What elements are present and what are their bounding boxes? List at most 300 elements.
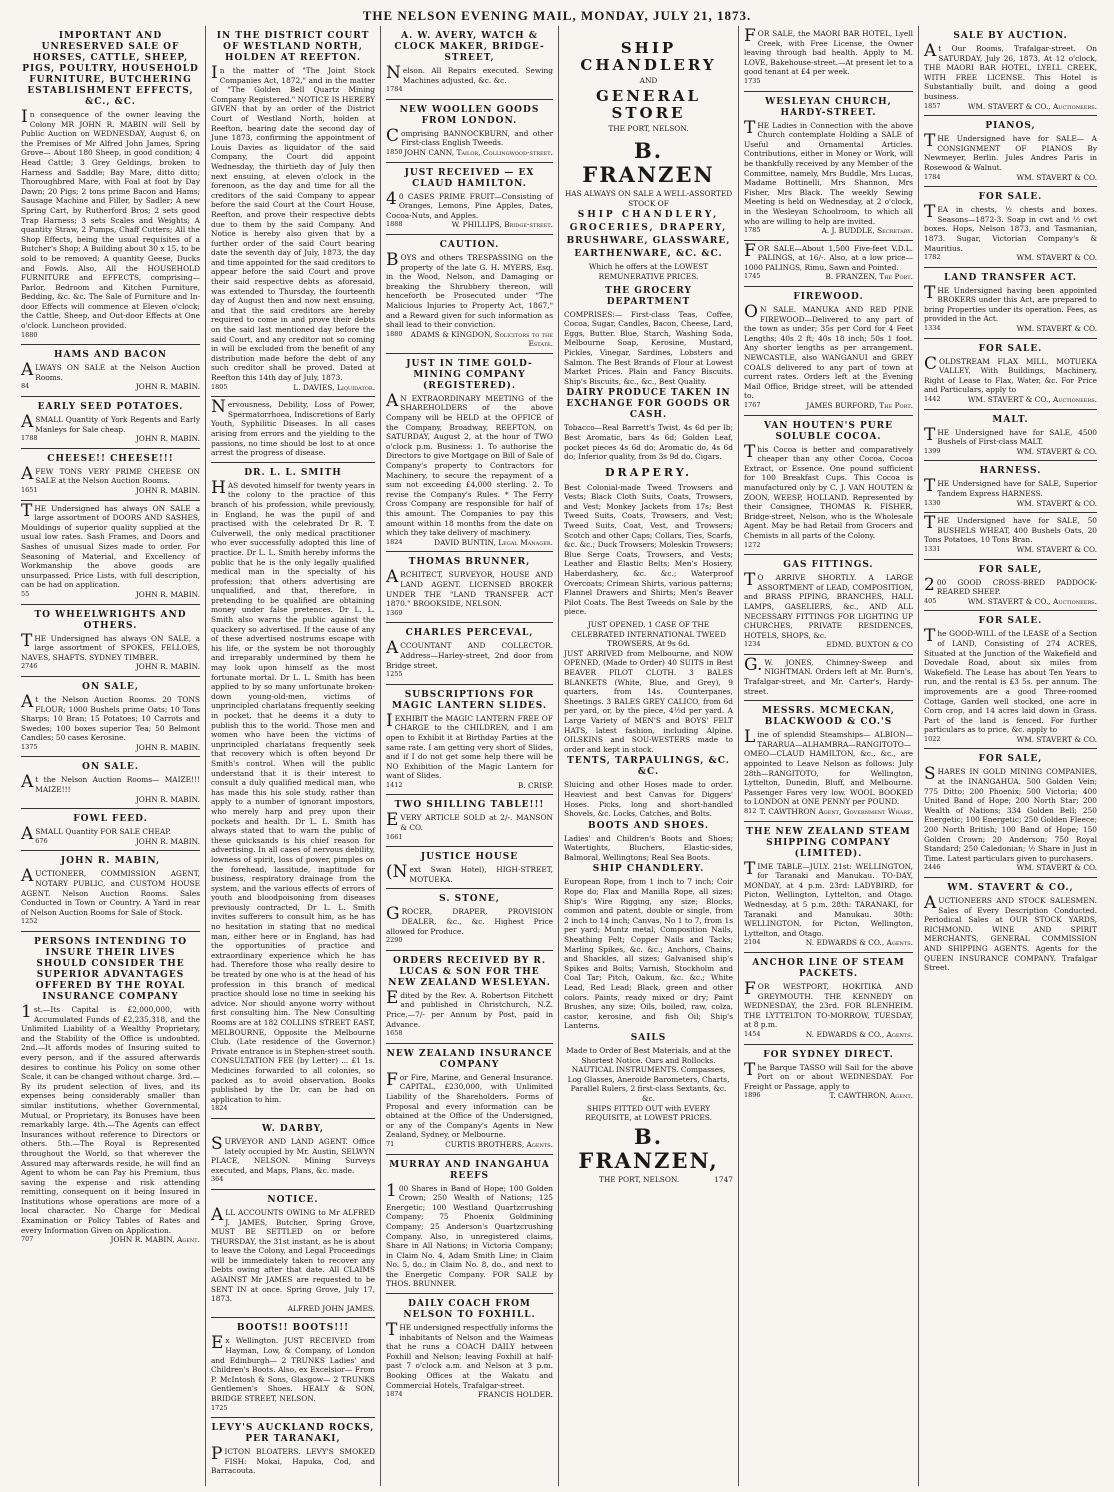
advertisement xyxy=(386,163,553,235)
ad-heading: GAS FITTINGS. xyxy=(783,560,874,571)
ad-body: AN EXTRAORDINARY MEETING of the SHAREHOLDERS of the above Company will be HELD at the OFFICE of the Company, Broadway, REEFTON, on SATURDAY, August 2, at the hour of TWO o'clock p.m. Business: 1. To authorise the Directors to give Mortgage on Bill of Sale of Company's property to Contractors for Machinery, to secure the repayment of a sum not exceeding £4,000 sterling. 2. To revise the Company's Rules. * The Ferry Cross Company are responsible for half of this amount. The Companies to pay this amount within 18 months from the date on which they take delivery of machinery. xyxy=(386,390,553,538)
advertisement xyxy=(744,555,913,655)
ship-chandlery-title: SHIP CHANDLERY xyxy=(580,39,717,74)
ad-signature: A. J. BUDDLE, Secretary. xyxy=(821,226,913,236)
and-label: AND xyxy=(639,76,658,85)
ad-footer xyxy=(386,936,553,946)
ad-signature: L. DAVIES, Liquidator. xyxy=(293,382,375,392)
ad-heading: HARNESS. xyxy=(979,466,1042,477)
advertisement xyxy=(21,449,200,501)
advertisement xyxy=(21,677,200,758)
ad-signature: JAMES BURFORD, The Port. xyxy=(806,401,913,410)
advertisement xyxy=(386,889,553,950)
advertisement xyxy=(21,851,200,932)
ad-heading: FOR SYDNEY DIRECT. xyxy=(763,1049,894,1060)
ad-heading: FOWL FEED. xyxy=(73,814,148,825)
advertisement xyxy=(924,26,1097,116)
ad-body: At Our Rooms, Trafalgar-street. On SATURDAY, July 26, 1873, At 12 o'clock, THE MAORI BAR HOTEL, LYELL CREEK, WITH FREE LICENSE. This Hotel is Substantially built, and doing a good business. xyxy=(924,41,1097,101)
ad-number: 1725 xyxy=(211,1403,228,1412)
nautical-text: NAUTICAL INSTRUMENTS. Compasses, Log Glasses, Aneroide Barometers, Charts, Parallel Rulers, 2 first-class Sextants, &c. &c. xyxy=(567,1065,730,1103)
port-label: THE PORT, NELSON. xyxy=(608,123,689,133)
ad-heading: A. W. AVERY, WATCH & CLOCK MAKER, BRIDGE-STREET, xyxy=(394,31,545,63)
ad-number: 1651 xyxy=(21,486,38,494)
ad-heading: LAND TRANSFER ACT. xyxy=(943,272,1078,283)
ad-signature: JOHN R. MABIN. xyxy=(135,742,200,752)
ad-number: 1824 xyxy=(386,537,403,546)
ad-body: (Next Swan Hotel), HIGH-STREET, MOTUEKA. xyxy=(386,862,553,884)
ad-footer xyxy=(386,85,553,95)
ad-signature: JOHN R. MABIN. xyxy=(135,836,200,846)
columns xyxy=(16,26,1102,1486)
column-4-franzen xyxy=(559,26,739,1486)
ad-footer xyxy=(21,1235,200,1245)
ad-footer xyxy=(744,272,913,282)
ad-body: At the Nelson Auction Rooms— MAIZE!!! MAIZE!!! xyxy=(21,772,200,795)
ad-heading: PERSONS INTENDING TO INSURE THEIR LIVES SHOULD CONSIDER THE SUPERIOR ADVANTAGES OFFERED BY THE ROYAL INSURANCE COMPANY xyxy=(33,937,188,1002)
ad-footer xyxy=(386,148,553,158)
ad-body: FOR WESTPORT, HOKITIKA AND GREYMOUTH. THE KENNEDY on WEDNESDAY, the 23rd. FOR BLENHEIM. THE LYTTELTON TO-MORROW, TUESDAY, at 8 p.m. xyxy=(744,978,913,1030)
line-3: BRUSHWARE, GLASSWARE, xyxy=(566,236,731,247)
ad-heading: DR. L. L. SMITH xyxy=(244,467,342,478)
advertisement xyxy=(924,749,1097,878)
ad-heading: S. STONE, xyxy=(439,894,500,905)
advertisement xyxy=(21,397,200,449)
ad-heading: CHARLES PERCEVAL, xyxy=(405,628,534,639)
ad-heading: DAILY COACH FROM NELSON TO FOXHILL. xyxy=(403,1299,536,1321)
ad-heading: FIREWOOD. xyxy=(793,292,864,303)
ad-body: EVERY ARTICLE SOLD at 2/-. MANSON & CO. xyxy=(386,810,553,833)
ad-footer xyxy=(21,795,200,805)
ad-number: 1735 xyxy=(744,76,761,85)
ad-body: FOR SALE—About 1,500 Five-feet V.D.L. PALINGS, at 16/-. Also, at a low price—1000 PALINGS, Rimu, Sawn and Pointed. xyxy=(744,240,913,272)
ad-body: COLDSTREAM FLAX MILL, MOTUEKA VALLEY, With Buildings, Machinery, Right of Lease to Flax, Water, &c. For Price and Particulars, apply to xyxy=(924,353,1097,395)
ad-number: 71 xyxy=(386,1139,395,1148)
ad-footer xyxy=(744,77,913,87)
column-3 xyxy=(381,26,559,1486)
ad-heading: FOR SALE, xyxy=(978,754,1043,765)
ad-heading: ANCHOR LINE OF STEAM PACKETS. xyxy=(752,957,905,979)
ad-number: 1375 xyxy=(21,742,38,751)
ad-body: Comprising BANNOCKBURN, and other First-class English Tweeds. xyxy=(386,125,553,148)
ad-number: 1874 xyxy=(386,1390,403,1399)
ad-body: THE Undersigned has always ON SALE a large assortment of DOORS AND SASHES, Mouldings of superior quality supplied at the usual low rates. Sash Frames, and Doors and Sashes of unusual Sizes made to order. For Seasoning of Material, and Excellency of Workmanship the above goods are unsurpassed. Price Lists, with full description, can be had on application. xyxy=(21,500,200,590)
advertisement xyxy=(744,655,913,701)
ad-body: TIME TABLE—JULY. 21st: WELLINGTON, for Taranaki and Manukau. TO-DAY, MONDAY, at 4 p.m. 23rd: LADYBIRD, for Picton, Wellington, Lyttelton, and Otago. Wednesday, at 5 p.m. 28th: TARANAKI, for Taranaki and Manukau. 30th: WELLINGTON, for Picton, Wellington, Lyttelton, and Otago. xyxy=(744,858,913,938)
ad-footer xyxy=(744,938,913,948)
ad-footer xyxy=(386,220,553,230)
advertisement xyxy=(924,410,1097,462)
franzen-name: B. FRANZEN xyxy=(582,138,715,188)
ad-body: Line of splendid Steamships— ALBION—TARARUA—ALHAMBRA—RANGITOTO—OMEO—CLAUD HAMILTON, &c., &c., are appointed to Leave Nelson as follows: July 28th—RANGITOTO, for Wellington, Lyttelton, Dunedin, Bluff, and Melbourne. Passenger Fares very low. WOOL BOOKED to LONDON at ONE PENNY per POUND. xyxy=(744,727,913,807)
ad-body: THE Undersigned have for SALE, 50 BUSHELS WHEAT, 400 Bushels Oats, 20 Tons Potatoes, 10 Tons Bran. xyxy=(924,513,1097,545)
ad-body: GROCER, DRAPER, PROVISION DEALER, &c., &c. Highest Price allowed for Produce. xyxy=(386,904,553,936)
ad-body: Nelson. All Repairs executed. Sewing Machines adjusted, &c. &c. xyxy=(386,63,553,85)
ad-heading: JUST IN TIME GOLD-MINING COMPANY (REGISTERED). xyxy=(406,358,533,391)
line-1: SHIP CHANDLERY, xyxy=(577,210,720,221)
advertisement xyxy=(744,287,913,416)
ad-body: THE Undersigned has always ON SALE, a large assortment of SPOKES, FELLOES, NAVES, SHAFTS. SYDNEY TIMBER. xyxy=(21,630,200,662)
ad-number: 1334 xyxy=(924,324,941,333)
advertisement xyxy=(386,951,553,1044)
arrived-text: JUST ARRIVED from Melbourne, and NOW OPENED, (Made to Order) 40 SUITS in Best BEAVER PILOT CLOTH. 3 BALES BLANKETS (White, Blue, and Grey), 9 quarters, from 14s. Counterpanes, Sheetings. 3 BALES GREY CALICO, from 6d per yard, or, by the piece, 4½d per yard. A Large Variety of MEN'S and BOYS' FELT HATS, latest fashion, including Alpine. OILSKINS and SOU-WESTERS made to order and kept in stock. xyxy=(564,648,733,754)
ad-body: In the matter of "The Joint Stock Companies Act, 1872," and in the matter of "The Golden Bell Quartz Mining Company Registered." NOTICE IS HEREBY GIVEN that by an order of the District Court of Westland North, holden at Reefton, bearing date the second day of June 1873, confirming the appointment of Louis Davies as liquidator of the said Company, the Court did appoint Wednesday, the thirtieth day of July then next ensuing, at eleven o'clock in the forenoon, as the day and time for all the creditors of the said Company to appear before the said Court at the Court House, Reefton, and prove their respective debts due to them by the said Company. And Notice is hereby also given that by a further order of the said Court bearing date the seventh day of July, 1873, the day and time appointed for the said creditors to appear before the said Court and prove their said respective debts as aforesaid, was extended to Thursday, the fourteenth day of August then and now next ensuing, and that the said creditors are hereby required to come in and prove their debts on the said last mentioned day before the said Court, and any creditor not so coming in will be excluded from the benefit of any distribution made before the debt of any such creditor shall be proved. Dated at Reefton this 14th day of July, 1873. xyxy=(211,63,375,382)
ad-number: 55 xyxy=(21,589,30,598)
ad-heading: PIANOS, xyxy=(985,121,1036,132)
ad-number: 1442 xyxy=(924,395,941,404)
grocery-heading: THE GROCERY DEPARTMENT xyxy=(605,285,692,307)
ad-number: 707 xyxy=(21,1235,34,1244)
ad-body: 200 GOOD CROSS-BRED PADDOCK-REARED SHEEP. xyxy=(924,574,1097,597)
ad-body: THE Undersigned having been appointed BROKERS under this Act, are prepared to bring Properties under its operation. Fees, as provided in the Act. xyxy=(924,282,1097,324)
advertisement xyxy=(924,268,1097,339)
ad-heading: ON SALE, xyxy=(81,681,139,692)
sails-text: Made to Order of Best Materials, and at the Shortest Notice. Oars and Rollocks. xyxy=(566,1045,731,1065)
advertisement xyxy=(21,932,200,1249)
ad-body: FOR SALE, the MAORI BAR HOTEL, Lyell Creek, with Free License, the Owner leaving through bad health. Apply to M. LOVE, Bakehouse-street.—At present let to a good tenant at £4 per week. xyxy=(744,26,913,77)
ad-signature: JOHN CANN, Tailor, Collingwood-street. xyxy=(404,147,553,157)
ad-heading: TWO SHILLING TABLE!!! xyxy=(394,800,545,811)
ad-body: THE Undersigned have for SALE, Superior Tandem Express HARNESS. xyxy=(924,476,1097,498)
ad-signature: JOHN R. MABIN. xyxy=(135,794,200,804)
ad-footer xyxy=(924,499,1097,509)
ad-body: For Fire, Marine, and General Insurance. CAPITAL, £230,000, with Unlimited Liability of the Shareholders. Forms of Proposal and every information can be obtained at the Office of the Undersigned, or any of the Company's Agents in New Zealand, Sydney, or Melbourne. xyxy=(386,1069,553,1140)
ad-number: 1745 xyxy=(744,272,761,281)
line-4: EARTHENWARE, &C. &C. xyxy=(574,249,723,260)
ad-footer xyxy=(21,917,200,927)
ad-body: Edited by the Rev. A. Robertson Fitchett and published in Christchurch, N.Z. Price,—7/- per Annum by Post, paid in Advance. xyxy=(386,987,553,1029)
ad-footer xyxy=(211,1175,375,1185)
ad-body: AUCTIONEER, COMMISSION AGENT, NOTARY PUBLIC, and CUSTOM HOUSE AGENT. Nelson Auction Rooms. Sales Conducted in Town or Country. A Yard in rear of Nelson Auction Rooms for Sale of Stock. xyxy=(21,866,200,917)
ad-number: 2746 xyxy=(21,662,38,671)
ad-number: 1896 xyxy=(744,1091,761,1100)
ad-number: 1857 xyxy=(924,101,941,110)
ad-signature: T. CAWTHRON, Agent. xyxy=(829,1091,913,1101)
advertisement xyxy=(211,1190,375,1319)
ad-body: THE Ladies in Connection with the above Church contemplate Holding a SALE of Useful and Ornamental Articles. Contributions, either in Money or Work, will be thankfully received by any Member of the Committee, namely, Mrs Buddle, Mrs Lucas, Madame Bottinelli, Mrs Shannon, Mrs Fisher, Mrs Black. The weekly Sewing Meeting is held on Wednesday, at 2 o'clock, in the Wesleyan Schoolroom, to which all who are willing to help are invited. xyxy=(744,117,913,226)
ad-footer xyxy=(924,863,1097,873)
ad-signature: EDMD. BUXTON & CO xyxy=(826,640,913,650)
ad-heading: ON SALE. xyxy=(81,762,139,773)
ad-body: ALL ACCOUNTS OWING to Mr ALFRED J. JAMES, Butcher, Spring Grove, MUST BE SETTLED on or before THURSDAY, the 31st instant, as he is about to leave the Colony, and Legal Proceedings will be immediately taken to recover any Debts owing after that date. All CLAIMS AGAINST Mr JAMES are requested to be SENT IN at once. Spring Grove, July 17, 1873. xyxy=(211,1204,375,1304)
ad-footer xyxy=(924,447,1097,457)
ad-number: 2446 xyxy=(924,863,941,872)
ad-footer xyxy=(924,597,1097,607)
ad-body: ASMALL Quantity FOR SALE CHEAP. xyxy=(21,824,172,845)
ad-footer xyxy=(21,662,200,672)
ad-footer xyxy=(386,833,553,843)
ad-signature: N. EDWARDS & CO., Agents. xyxy=(805,938,913,948)
ad-heading: IMPORTANT AND UNRESERVED SALE OF HORSES, CATTLE, SHEEP, PIGS, POULTRY, HOUSEHOLD FURNITURE, BUTCHERING ESTABLISHMENT EFFECTS, &C., &C. xyxy=(22,31,199,107)
ad-number: 1782 xyxy=(924,253,941,262)
ad-number: 676 xyxy=(35,836,48,845)
ad-number: 1661 xyxy=(386,832,403,841)
ad-signature: JOHN R. MABIN. xyxy=(135,434,200,444)
advertisement xyxy=(744,26,913,92)
ad-signature: WM. STAVERT & CO. xyxy=(1016,172,1097,182)
ad-number: 1234 xyxy=(744,640,761,649)
advertisement xyxy=(924,560,1097,612)
ad-number: 1788 xyxy=(21,434,38,443)
ad-body: G.W. JONES, Chimney-Sweep and NIGHTMAN. Orders left at Mr. Burn's, Trafalgar-street, and Mr. Carter's, Hardy-street. xyxy=(744,654,913,696)
ad-footer xyxy=(211,1404,375,1414)
ad-number: 1399 xyxy=(924,446,941,455)
ad-footer xyxy=(924,173,1097,183)
ad-signature: DAVID BUNTIN, Legal Manager. xyxy=(434,537,553,547)
advertisement xyxy=(21,809,200,851)
franzen-footer-name: B. FRANZEN, xyxy=(578,1123,719,1173)
ad-body: THE undersigned respectfully informs the inhabitants of Nelson and the Waimeas that he runs a COACH DAILY between Foxhill and Nelson; leaving Foxhill at half-past 7 o'clock a.m. and Nelson at 3 p.m. Booking Offices at the Wakatu and Commercial Hotels, Trafalgar-street. xyxy=(386,1320,553,1390)
tents-text: Sluicing and other Hoses made to order. Heaviest and best Canvas for Diggers' Hoses. Picks, long and short-handled Shovels, &c. Locks, Catches, and Bolts. xyxy=(564,780,733,819)
ad-signature: WM. STAVERT & CO. xyxy=(1016,253,1097,263)
advertisement xyxy=(386,26,553,100)
ad-number: 1785 xyxy=(744,226,761,235)
ad-footer xyxy=(386,1029,553,1039)
advertisement xyxy=(386,847,553,889)
ad-body: ASMALL Quantity of York Regents and Early Manleys for Sale cheap. xyxy=(21,412,200,434)
advertisement xyxy=(924,116,1097,187)
ad-signature: FRANCIS HOLDER. xyxy=(477,1390,553,1400)
ad-body: ON SALE. MANUKA AND RED PINE FIREWOOD—Delivered to any part of the town as under; 35s per Cord for 4 Feet Lengths; 40s 2 ft; 40s 18 inch; 50s 1 foot. Any shorter lengths as per arrangement. NEWCASTLE, also WANGANUI and GREY COALS delivered to any part of town at current rates. Orders left at the Evening Mail Office, Bridge street, will be attended to. xyxy=(744,302,913,401)
ad-footer xyxy=(744,807,913,817)
ad-heading: TO WHEELWRIGHTS AND OTHERS. xyxy=(34,609,187,631)
ad-signature: JOHN R. MABIN. xyxy=(135,486,200,495)
ad-heading: LEVY'S AUCKLAND ROCKS, PER TARANAKI, xyxy=(211,1423,375,1445)
ad-heading: MESSRS. MCMECKAN, BLACKWOOD & CO.'S xyxy=(762,706,895,728)
advertisement xyxy=(924,513,1097,559)
ad-signature: WM. STAVERT & CO. xyxy=(1016,498,1097,508)
footer-port: THE PORT, NELSON. xyxy=(598,1174,680,1184)
advertisement xyxy=(21,345,200,397)
advertisement xyxy=(386,623,553,684)
advertisement xyxy=(386,100,553,163)
ad-signature: WM. STAVERT & CO. xyxy=(1016,544,1097,554)
ad-heading: SUBSCRIPTIONS FOR MAGIC LANTERN SLIDES. xyxy=(391,689,548,711)
footer-number: 1747 xyxy=(714,1174,733,1184)
ad-heading: FOR SALE. xyxy=(978,343,1043,354)
ad-footer xyxy=(386,1140,553,1150)
ad-footer xyxy=(924,102,1097,112)
general-store-title: GENERAL STORE xyxy=(595,86,702,122)
ad-heading: WESLEYAN CHURCH, HARDY-STREET. xyxy=(765,96,892,118)
advertisement xyxy=(386,1155,553,1295)
advertisement xyxy=(211,1318,375,1418)
advertisement xyxy=(386,1294,553,1404)
ad-heading: ORDERS RECEIVED BY R. LUCAS & SON FOR THE NEW ZEALAND WESLEYAN. xyxy=(388,955,551,988)
chandlery-heading: SHIP CHANDLERY. xyxy=(592,864,705,875)
ad-body: PICTON BLOATERS. LEVY'S SMOKED FISH: Mokai, Hapuka, Cod, and Barracouta. xyxy=(211,1444,375,1476)
ad-signature: T. CAWTHRON Agent, Government Wharf. xyxy=(759,807,913,816)
ad-signature: ADAMS & KINGDON, Solicitors to the Estate. xyxy=(410,329,553,349)
line-2: GROCERIES, DRAPERY, xyxy=(569,223,728,234)
ad-number: 364 xyxy=(211,1175,224,1184)
advertisement xyxy=(386,1044,553,1155)
ad-number: 1784 xyxy=(924,172,941,181)
advertisement xyxy=(744,701,913,821)
ad-signature: W. PHILLIPS, Bridge-street. xyxy=(451,220,553,230)
ad-heading: SALE BY AUCTION. xyxy=(953,31,1068,41)
advertisement xyxy=(924,461,1097,513)
ad-signature: N. EDWARDS & CO., Agents. xyxy=(805,1029,913,1039)
ad-heading: CHEESE!! CHEESE!!! xyxy=(47,453,174,464)
ad-number: 1255 xyxy=(386,670,403,679)
ad-body: HAS devoted himself for twenty years in the colony to the practice of this branch of his profession, while previously, in England, he was the pupil of and practised with the celebrated Dr R. T. Culverwell, the only medical practitioner who ever successfully adopted this line of practice. Dr L. L. Smith hereby informs the public that he is the only legally qualified medical man in the specialty of his profession; that others advertising are unqualified, and that, therefore, in pretending to be qualified are obtaining money under false pretences. Dr L. L. Smith also warns the public against the quackery so advertised. If the cause of any of these advertised nostrums escape with his life, or the system be not thoroughly and irreparably undermined by them he may look upon himself as the most fortunate mortal. Dr L. L. Smith has been applied to by so many unfortunate broken-down young-old-men, victims of unprincipled charlatans frequently seeking in pocket, that he deems it a duty to publish this to the world. Those men and women who have been the victims of unprincipled charlatans frequently seek that recovery which is often beyond Dr Smith's control. When will the public understand that it is their interest to consult a duly qualified medical man, who has made this his sole study, rather than apply to a number of ignorant impostors, who merely harp and prey upon their pockets and health. Dr L. L. Smith has always stated that to warn the public of these quicksands is his chief reason for advertising. In all cases of nervous debility, lowness of spirit, loss of power, pimples on the forehead, lassitude, inaptitude for business, respiratory drainage from the system, and the various effects of errors of youth and bloodpoisoning from diseases previously contracted, Dr L. L. Smith invites sufferers to consult him, as he has no hesitation in stating that no medical man, either here or in England, has had the opportunities of practice and extraordinary experience which he has had. Therefore those who really desire to be treated by one who is at the head of his profession in this branch of medical practice should lose no time in seeking his advice. Nor should anyone worry without first consulting him. The New Consulting Rooms are at 182 COLLINS STREET EAST, MELBOURNE, Opposite the Melbourne Club. (Late residence of the Governor.) Private entrance is in Stephen-street south. CONSULTATION FEE (by Letter) ... £1 1s. Medicines forwarded to all colonies, so packed as to avoid observation. Books published by the Dr. can be had on application to him. xyxy=(211,477,375,1104)
ad-heading: THOMAS BRUNNER, xyxy=(408,557,531,568)
sails-heading: SAILS xyxy=(630,1032,667,1043)
advertisement xyxy=(211,397,375,463)
advertisement xyxy=(744,416,913,556)
ad-footer xyxy=(21,382,200,392)
ad-footer xyxy=(386,1390,553,1400)
ad-footer xyxy=(386,538,553,548)
ad-footer xyxy=(924,735,1097,745)
ad-signature: B. FRANZEN, The Port. xyxy=(825,272,913,282)
ad-number: 1272 xyxy=(744,540,761,549)
dairy-heading: DAIRY PRODUCE TAKEN IN EXCHANGE FOR GOODS OR CASH. xyxy=(566,388,731,421)
ad-body: SHARES IN GOLD MINING COMPANIES, at the INANGAHUA. 500 Golden Vein; 775 Ditto; 200 Phoenix; 500 Victoria; 400 United Band of Hope; 200 North Star; 200 Wealth of Nations; 334 Golden Bell; 250 Energetic; 100 Energetic; 250 Golden Fleece; 200 North British; 100 Band of Hope; 150 Golden Crown; 20 Anderson; 750 Royal Standard; 250 Caledonian; ½ Share in Just in Time. Latest particulars given to purchasers. xyxy=(924,764,1097,863)
ad-footer xyxy=(744,1030,913,1040)
advertisement xyxy=(211,1119,375,1190)
opened-text: JUST OPENED, 1 CASE OF THE CELEBRATED INTERNATIONAL TWEED TROWSERS, At 9s 6d. xyxy=(571,620,726,649)
boots-text: Ladies' and Children's Boots and Shoes; Watertights, Bluchers, Elastic-sides, Balmoral, Wellingtons; Real Sea Boots. xyxy=(564,833,733,862)
ad-footer xyxy=(924,395,1097,405)
ad-body: This Cocoa is better and comparatively cheaper than any other Cocoa, Cocoa Extract, or Essence. One pound sufficient for 100 Breakfast Cups. This Cocoa is manufactured only by C. J. VAN HOUTEN & ZOON, WEESP, HOLLAND. Represented by their Consignee, THOMAS R. FISHER, Bridge-street, Nelson, who is the Wholesale Agent. May be had Retail from Grocers and Chemists in all parts of the Colony. xyxy=(744,441,913,540)
ad-number: 1767 xyxy=(744,401,761,409)
ad-number: 405 xyxy=(924,596,937,605)
masthead: THE NELSON EVENING MAIL, MONDAY, JULY 21, 1873. xyxy=(362,8,752,23)
ad-number: 2290 xyxy=(386,936,403,945)
ad-heading: IN THE DISTRICT COURT OF WESTLAND NORTH, HOLDEN AT REEFTON. xyxy=(216,31,370,63)
ad-signature: WM. STAVERT & CO. xyxy=(1016,734,1097,744)
ad-body: IEXHIBIT the MAGIC LANTERN FREE OF CHARGE to the CHILDREN, and I am open to Exhibit it at Birthday Parties at the same rate. I am getting very short of Slides, and if I do not get some help there will be NO Exhibition of the Magic Lantern for want of Slides. xyxy=(386,710,553,781)
intro-text: HAS ALWAYS ON SALE A WELL-ASSORTED STOCK OF xyxy=(564,189,733,208)
ad-footer xyxy=(386,609,553,619)
advertisement xyxy=(211,463,375,1119)
column-5 xyxy=(739,26,919,1486)
ad-heading: NEW ZEALAND INSURANCE COMPANY xyxy=(386,1048,553,1070)
advertisement xyxy=(744,953,913,1045)
ad-heading: JOHN R. MABIN, xyxy=(60,856,161,867)
tents-heading: TENTS, TARPAULINGS, &C. &C. xyxy=(567,756,730,778)
ad-number: 1252 xyxy=(21,917,38,926)
ad-footer xyxy=(21,331,200,341)
advertisement xyxy=(211,26,375,397)
ad-body: AFEW TONS VERY PRIME CHEESE ON SALE at the Nelson Auction Rooms. xyxy=(21,463,200,486)
ad-heading: JUSTICE HOUSE xyxy=(420,852,519,863)
advertisement xyxy=(744,822,913,953)
advertisement xyxy=(21,26,200,345)
ad-heading: JUST RECEIVED — EX CLAUD HAMILTON. xyxy=(404,167,535,189)
ad-number: 1880 xyxy=(21,330,38,339)
ad-footer xyxy=(744,1091,913,1101)
ad-heading: HAMS AND BACON xyxy=(53,350,168,361)
ad-heading: NOTICE. xyxy=(267,1194,319,1205)
ad-body: ALWAYS ON SALE at the Nelson Auction Rooms. xyxy=(21,360,200,382)
chandlery-text: European Rope, from 1 inch to 7 inch; Coir Rope do; Flax and Manilla Rope, all sizes; Ship's Wire Rigging, any size; Blocks, common and patent, double or single, from 2 inch to 14 inch; Canvas, No 1 to 7, from 1s per yard; Muntz metal, Composition Nails, Sheathing Felt; Copper Nails and Tacks; Marling Spikes, &c. &c.; Anchors, Chains, and Shackles, all sizes; Galvanised ship's Spikes and Bolts; Varnish, Stockholm and Coal Tar; Pitch, Oakum, &c. &c.; White Lead, Red Lead; Black, green and other colors. Paints, ready mixed or dry; Paint Brushes, any size; Oils, boiled, raw, colza, castor, kerosine, and fish Oil; Ship's Lanterns. xyxy=(564,877,733,1031)
advertisement xyxy=(21,605,200,677)
column-6 xyxy=(919,26,1102,1486)
ad-signature: ALFRED JOHN JAMES. xyxy=(287,1303,375,1313)
ad-body: The Barque TASSO will Sail for the above Port on or about WEDNESDAY. For Freight or Passage, apply to xyxy=(744,1059,913,1091)
ad-body: THE Undersigned have for SALE, 4500 Bushels of First-class MALT. xyxy=(924,424,1097,447)
ad-footer xyxy=(21,590,200,600)
ad-signature: JOHN R. MABIN. xyxy=(135,662,200,672)
drapery-text: Best Colonial-made Tweed Trowsers and Vests; Black Cloth Suits, Coats, Trowsers, and Vest; Monkey Jackets from 17s; Best Tweed Suits, Coats, Trowsers, and Vest; Tweed Suits, Coat, Vest, and Trowsers; Scotch and other Caps; Collars, Ties, Scarfs, &c. &c.; Duck Trowsers; Moleskin Trowsers; Blue Serge Coats, Trowsers, and Vests; Leather and Elastic Belts; Men's Hosiery, Haberdashery, &c. &c.; Waterproof Overcoats; Crimean Shirts, various patterns; Flannel Drawers and Shirts; Men's Beaver Pilot Coats. The Best Tweeds on Sale by the piece. xyxy=(564,482,733,617)
ad-body: BOYS and others TRESPASSING on the property of the late G. H. MYERS, Esq. in the Wood, Nelson, and Damaging or breaking the Shrubbery thereon, will henceforth be Prosecuted under "The Malicious Injuries to Property Act, 1867," and a Reward given for such information as shall lead to their conviction. xyxy=(386,249,553,330)
ad-body: AUCTIONEERS AND STOCK SALESMEN. Sales of Every Description Conducted. Periodical Sales at OUR STOCK YARDS, RICHMOND. WINE AND SPIRIT MERCHANTS, GENERAL COMMISSION AND SHIPPING AGENTS. Agents for the QUEEN INSURANCE COMPANY. Trafalgar Street. xyxy=(924,893,1097,973)
ad-signature: WM. STAVERT & CO. xyxy=(1016,446,1097,456)
ad-footer xyxy=(211,1104,375,1114)
boots-heading: BOOTS AND SHOES. xyxy=(588,820,709,831)
column-2 xyxy=(206,26,381,1486)
ad-body: In consequence of the owner leaving the Colony MR JOHN R. MABIN will Sell by Public Auction on WEDNESDAY, August 6, on the Premises of Mr Alfred John James, Spring Grove— About 180 Sheep, in good condition; 4 Head Cattle; 3 Grey Geldings, broken to Harness and Saddle; Bay Mare, ditto ditto; Thoroughbred Mare, with Foal at foot by Day Dawn; 20 Pigs; 2 tons prime Bacon and Hams; Sausage Machine and Filler, by Sadler; A new Spring Cart, by Rutherford Bros; 2 sets good Trap Harness; 3 sets Scales and Weights; A quantity Straw, 2 Pumps, Chaff Cutters; All the Shop Effects, being the usual requisites of a Butcher's Shop; A Building about 30 x 15, to be sold to be removed; A quantity Geese, Ducks and Fowls. Also, All the HOUSEHOLD FURNITURE and EFFECTS, comprising—Parlor, Bedroom and Kitchen Furniture, Bedding, &c. &c. The Sale of Furniture and In-door Effects will commence at Eleven o'clock; the Cattle, Sheep, and Out-door Effects at One o'clock. Luncheon provided. xyxy=(21,107,200,331)
advertisement xyxy=(924,878,1097,977)
ad-number: 1805 xyxy=(211,382,228,391)
ad-heading: FOR SALE. xyxy=(978,192,1043,203)
advertisement xyxy=(386,354,553,553)
ad-body: THE Undersigned have for SALE— A CONSIGNMENT OF PIANOS By Newmeyer, Berlin. Jules Andres Paris in Rosewood & Walnut. xyxy=(924,131,1097,172)
ad-body: 100 Shares in Band of Hope; 100 Golden Crown; 250 Wealth of Nations; 125 Energetic; 100 Westland Quartzcrushing Company; 75 Phoenix Goldmining Company; 25 Anderson's Quartzcrushing Company. Also, in unregistered claims, Share in All Nations; in Victoria Company; in Claim No. 4, Adam Smith Line; in Claim No. 5, do.; in Claim No. 8, do., and next to the Energetic Company. FOR SALE by THOS. BRUNNER. xyxy=(386,1180,553,1289)
ad-number: 1784 xyxy=(386,85,403,94)
column-1 xyxy=(16,26,206,1486)
ad-number: 1022 xyxy=(924,734,941,743)
ad-number: 2104 xyxy=(744,938,761,947)
ad-footer xyxy=(21,743,200,753)
advertisement xyxy=(744,92,913,241)
advertisement xyxy=(744,241,913,287)
ad-footer xyxy=(386,781,553,791)
ad-body: The GOOD-WILL of the LEASE of a Section of LAND, Consisting of 274 ACRES, Situated at the Junction of the Wakefield and Dovedale Road, about six miles from Wakefield. The Lease has about Ten Years to run, and the rental is £3 5s. per annum. The improvements are a good Three-roomed Cottage, Garden well stocked, one acre in Corn crop, and 14 acres laid down in Grass. Part of the land is fenced. For further particulars as to price, &c. apply to xyxy=(924,626,1097,735)
ad-body: TEA in chests, ½ chests and boxes. Seasons—1872-3. Soap in cwt and ½ cwt boxes. Hops, Nelson 1873, and Tasmanian, 1873. Sugar, Victorian Company's & Mauritius. xyxy=(924,202,1097,253)
ad-footer xyxy=(744,541,913,551)
ad-number: 1658 xyxy=(386,1029,403,1038)
ad-body: Ex Wellington. JUST RECEIVED from Hayman, Low, & Company, of London and Edinburgh— 2 TRUNKS Ladies' and Children's Boots. Also, ex Excelsior— From P. McIntosh & Sons, Glasgow— 2 TRUNKS Gentlemen's Shoes. HEALY & SON, BRIDGE STREET, NELSON. xyxy=(211,1333,375,1403)
ad-footer xyxy=(924,253,1097,263)
ad-footer xyxy=(924,324,1097,334)
ad-number: 1331 xyxy=(924,544,941,553)
advertisement xyxy=(924,187,1097,268)
drapery-heading: DRAPERY. xyxy=(605,465,692,479)
ad-heading: FOR SALE, xyxy=(978,564,1043,575)
grocery-text: COMPRISES:— First-class Teas, Coffee, Cocoa, Sugar, Candles, Bacon, Cheese, Lard, Eggs, Butter. Blue, Starch, Washing Soda, Melbourne Soap, Kerosine, Mustard, Pickles, Vinegar, Sardines, Lobsters and Salmon. The Best Brands of Flour at Lowest Market Prices. Plain and Fancy Biscuits. Ship's Biscuits, &c., &c., Best Quality. xyxy=(564,309,733,386)
ad-footer xyxy=(386,670,553,680)
ad-footer xyxy=(35,837,200,847)
ad-number: 1880 xyxy=(386,329,403,338)
advertisement xyxy=(386,795,553,847)
ad-body: At the Nelson Auction Rooms. 20 TONS FLOUR; 1000 Bushels prime Oats; 10 Tons Sharps; 10 Bran; 15 Potatoes; 10 Carrots and Swedes; 100 boxes superior Tea; 50 Belmont Candles; 50 cases Kerosine. xyxy=(21,691,200,743)
fitted-text: SHIPS FITTED OUT with EVERY REQUISITE, at LOWEST PRICES. xyxy=(585,1103,712,1123)
advertisement xyxy=(386,235,553,354)
offers-text: Which he offers at the LOWEST REMUNERATIVE PRICES. xyxy=(588,262,709,281)
advertisement xyxy=(744,1045,913,1105)
advertisement xyxy=(211,1418,375,1480)
ad-signature: WM. STAVERT & CO., Auctioneers. xyxy=(967,395,1097,405)
ad-number: 84 xyxy=(21,382,30,391)
advertisement xyxy=(386,552,553,623)
franzen-footer-port xyxy=(564,1175,733,1185)
ad-number: 1824 xyxy=(211,1104,228,1113)
ad-number: 812 xyxy=(744,807,757,815)
ad-signature: WM. STAVERT & CO., Auctioneers. xyxy=(967,101,1097,111)
ad-signature: JOHN R. MABIN, Agent. xyxy=(110,1235,200,1245)
ad-signature: CURTIS BROTHERS, Agents. xyxy=(445,1139,553,1149)
ad-number: 1369 xyxy=(386,608,403,617)
ad-footer xyxy=(21,434,200,444)
ad-signature: JOHN R. MABIN. xyxy=(135,382,200,392)
ad-heading: W. DARBY, xyxy=(261,1123,325,1134)
ad-number: 1888 xyxy=(386,220,403,229)
ad-body: ARCHITECT, SURVEYOR, HOUSE AND LAND AGENT. LICENSED BROKER UNDER THE "LAND TRANSFER ACT 1870." BROOKSIDE, NELSON. xyxy=(386,567,553,609)
ad-footer xyxy=(21,486,200,496)
